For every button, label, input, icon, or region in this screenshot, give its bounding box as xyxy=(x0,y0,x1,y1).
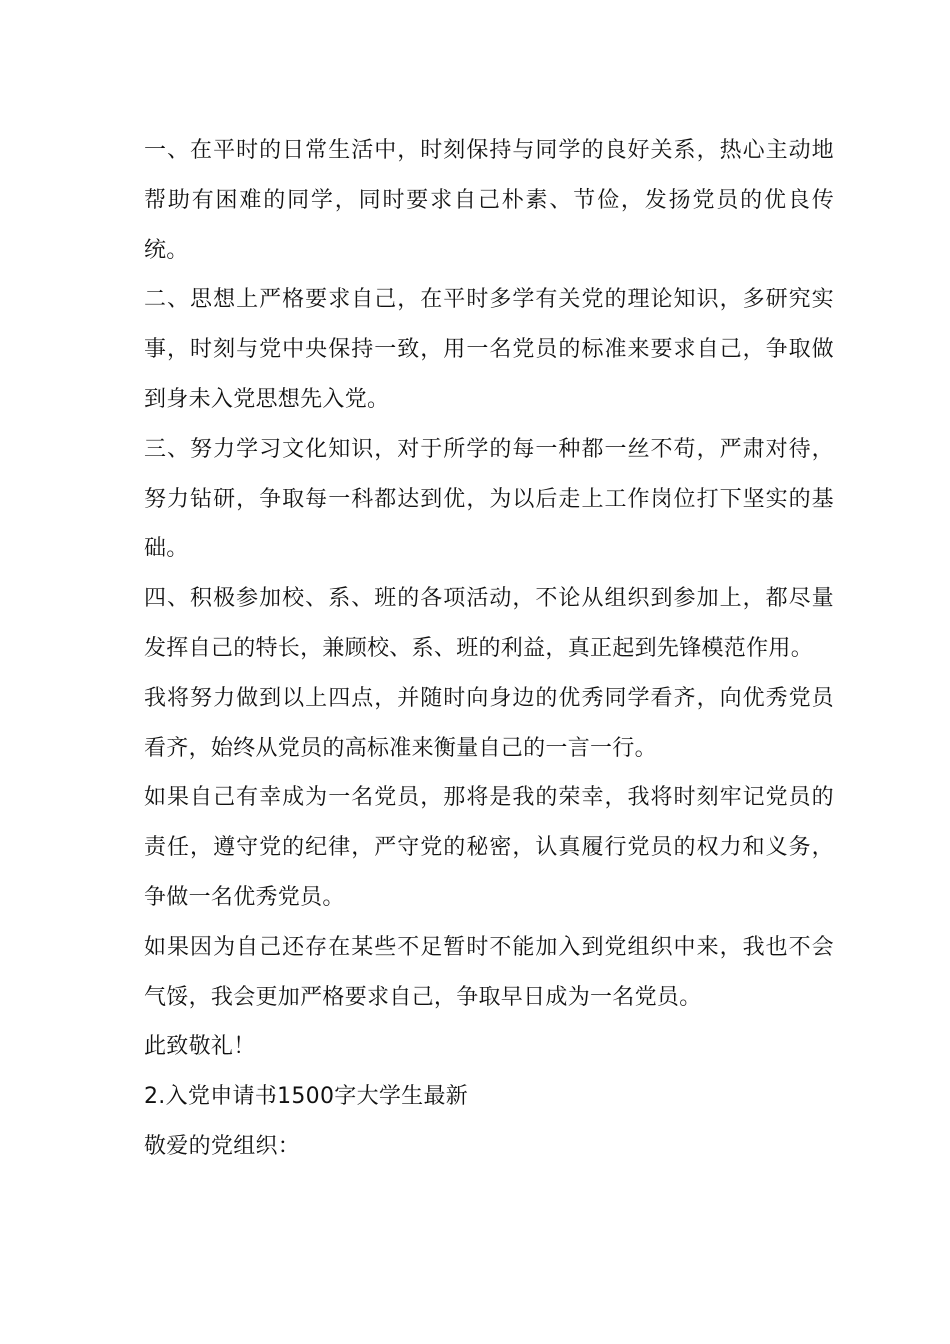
section-heading: 2.入党申请书1500字大学生最新 xyxy=(144,1084,469,1110)
paragraph-point-two: 二、思想上严格要求自己，在平时多学有关党的理论知识，多研究实事，时刻与党中央保持一致，用一名党员的标准来要求自己，争取做到身未入党思想先入党。 xyxy=(144,287,834,412)
greeting-line: 敬爱的党组织： xyxy=(144,1133,301,1159)
paragraph-commitment: 我将努力做到以上四点，并随时向身边的优秀同学看齐，向优秀党员看齐，始终从党员的高标准来衡量自己的一言一行。 xyxy=(144,685,834,761)
paragraph-point-four: 四、积极参加校、系、班的各项活动，不论从组织到参加上，都尽量发挥自己的特长，兼顾校、系、班的利益，真正起到先锋模范作用。 xyxy=(144,586,834,661)
document-body xyxy=(144,126,834,1172)
paragraph-if-accepted: 如果自己有幸成为一名党员，那将是我的荣幸，我将时刻牢记党员的责任，遵守党的纪律，严守党的秘密，认真履行党员的权力和义务，争做一名优秀党员。 xyxy=(144,785,834,910)
paragraph-point-three: 三、努力学习文化知识，对于所学的每一种都一丝不苟，严肃对待，努力钻研，争取每一科都达到优，为以后走上工作岗位打下坚实的基础。 xyxy=(144,436,834,562)
paragraph-point-one: 一、在平时的日常生活中，时刻保持与同学的良好关系，热心主动地帮助有困难的同学，同时要求自己朴素、节俭，发扬党员的优良传统。 xyxy=(144,138,834,263)
closing-salutation: 此致敬礼！ xyxy=(144,1034,256,1060)
paragraph-if-not-accepted: 如果因为自己还存在某些不足暂时不能加入到党组织中来，我也不会气馁，我会更加严格要求自己，争取早日成为一名党员。 xyxy=(144,934,834,1010)
